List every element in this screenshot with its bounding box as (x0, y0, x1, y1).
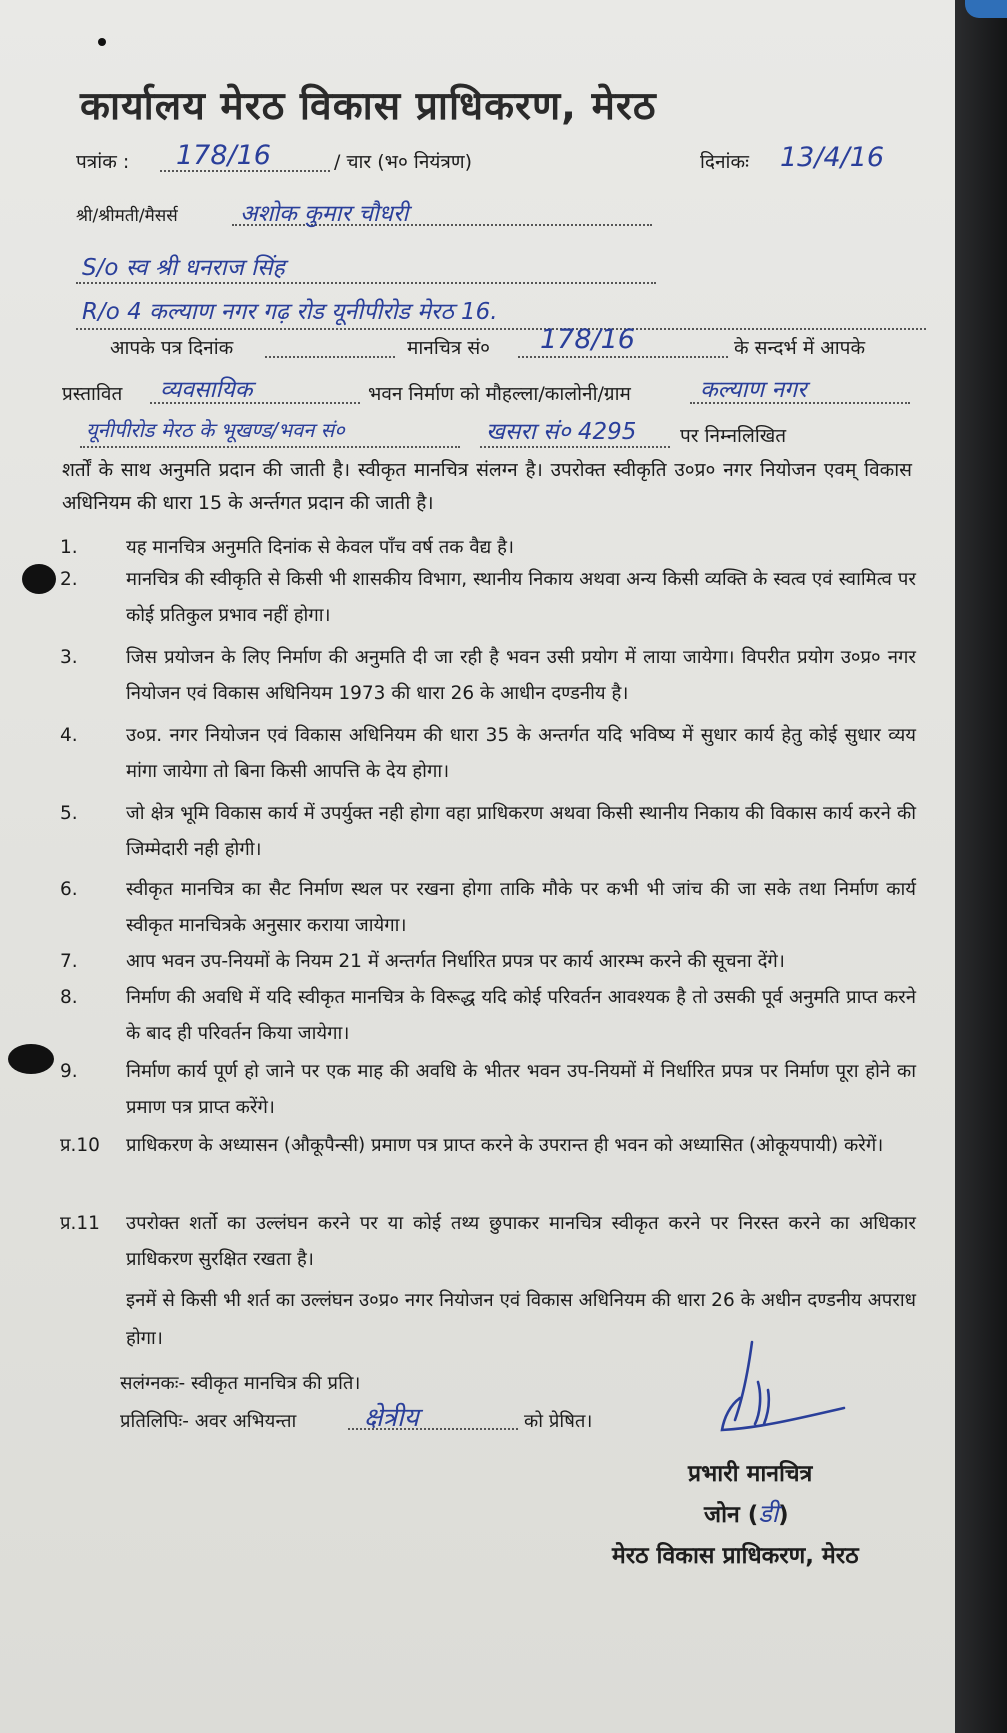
addressee-name: अशोक कुमार चौधरी (240, 201, 409, 227)
ink-speck (98, 38, 106, 46)
addressee-address: R/o 4 कल्याण नगर गढ़ रोड यूनीपीरोड मेरठ 16. (82, 299, 498, 325)
signatory-title: प्रभारी मानचित्र (688, 1461, 813, 1487)
addressee-label: श्री/श्रीमती/मैसर्स (76, 206, 178, 226)
signatory-zone: जोन (डी) (704, 1499, 789, 1528)
punch-hole-bottom (8, 1044, 54, 1074)
patrank-label: पत्रांक : (76, 151, 130, 173)
proposed-locality: कल्याण नगर (700, 377, 807, 403)
map-no-value: 178/16 (540, 324, 635, 355)
punch-hole-top (22, 564, 56, 594)
map-no-label: मानचित्र सं० (407, 337, 491, 359)
copy-suffix: को प्रेषित। (524, 1411, 593, 1432)
intro-paragraph: शर्तों के साथ अनुमति प्रदान की जाती है। स्वीकृत मानचित्र संलग्न है। उपरोक्त स्वीकृति उ०प्र० नगर नियोजन एवम् विकास अधिनियम की धारा 15 के अर्न्तगत प्रदान की जाती है। (62, 459, 912, 514)
letter-date-label: आपके पत्र दिनांक (110, 337, 234, 359)
office-title: कार्यालय मेरठ विकास प्राधिकरण, मेरठ (80, 84, 657, 129)
zone-value: डी (758, 1499, 779, 1528)
reference-context: के सन्दर्भ में आपके (734, 337, 866, 359)
proposed-type: व्यवसायिक (160, 377, 253, 403)
copy-value: क्षेत्रीय (364, 1403, 419, 1433)
addressee-so: S/o स्व श्री धनराज सिंह (82, 255, 285, 281)
date-label: दिनांकः (700, 151, 749, 173)
proposed-mid-text: भवन निर्माण को मौहल्ला/कालोनी/ग्राम (368, 383, 631, 405)
proposed-end-text: पर निम्नलिखित (680, 425, 787, 447)
copy-label: प्रतिलिपिः- अवर अभियन्ता (120, 1411, 297, 1432)
patrank-value: 178/16 (176, 140, 271, 171)
corner-badge (965, 0, 1007, 18)
patrank-suffix: / चार (भ० नियंत्रण) (334, 151, 473, 173)
proposed-plot: खसरा सं० 4295 (486, 419, 637, 445)
proposed-label: प्रस्तावित (62, 383, 123, 405)
closing-paragraph: इनमें से किसी भी शर्त का उल्लंघन उ०प्र० नगर नियोजन एवं विकास अधिनियम की धारा 26 के अधीन दण्डनीय अपराध होगा। (126, 1290, 916, 1349)
signatory-office: मेरठ विकास प्राधिकरण, मेरठ (612, 1543, 859, 1569)
background-edge (955, 0, 1007, 1733)
enclosure-line: सलंग्नकः- स्वीकृत मानचित्र की प्रति। (120, 1373, 361, 1394)
date-value: 13/4/16 (780, 142, 885, 173)
proposed-line2: यूनीपीरोड मेरठ के भूखण्ड/भवन सं० (86, 418, 345, 442)
document-page: कार्यालय मेरठ विकास प्राधिकरण, मेरठ पत्रांक : 178/16 / चार (भ० नियंत्रण) दिनांकः 13/4/16 श्री/श्रीमती/मैसर्स अशोक कुमार चौधरी S/o स्व श्री धनराज सिंह R/o 4 कल्याण नगर गढ़ रोड यूनीपीरोड मेरठ 16. आपके पत्र दिनांक मानचित्र सं० 178/16 के सन्दर्भ में आपके प्रस्तावित व्यवसायिक भवन निर्माण को मौहल्ला/कालोनी/ग्राम कल्याण नगर यूनीपीरोड मेरठ के भूखण्ड/भवन सं० खसरा सं० 4295 पर निम्नलिखित शर्तों के साथ अनुमति प्रदान की जाती है। स्वीकृत मानचित्र संलग्न है। उपरोक्त स्वीकृति उ०प्र० नगर नियोजन एवम् विकास अधिनियम की धारा 15 के अर्न्तगत प्रदान की जाती है। 1. यह मानचित्र अनुमति दिनांक से केवल पाँच वर्ष तक वैद्य है। 2. मानचित्र की स्वीकृति से किसी भी शासकीय विभाग, स्थानीय निकाय अथवा अन्य किसी व्यक्ति के स्वत्व एवं स्वामित्व पर कोई प्रतिकुल प्रभाव नहीं होगा। 3. जिस प्रयोजन के लिए निर्माण की अनुमति दी जा रही है भवन उसी प्रयोग में लाया जायेगा। विपरीत प्रयोग उ०प्र० नगर नियोजन एवं विकास अधिनियम 1973 की धारा 26 के आधीन दण्डनीय है। 4. उ०प्र. नगर नियोजन एवं विकास अधिनियम की धारा 35 के अन्तर्गत यदि भविष्य में सुधार कार्य हेतु कोई सुधार व्यय मांगा जायेगा तो बिना किसी आपत्ति के देय होगा। 5. जो क्षेत्र भूमि विकास कार्य में उपर्युक्त नही होगा वहा प्राधिकरण अथवा किसी स्थानीय निकाय की विकास कार्य करने की जिम्मेदारी नही होगी। 6. स्वीकृत मानचित्र का सैट निर्माण स्थल पर रखना होगा ताकि मौके पर कभी भी जांच की जा सके तथा निर्माण कार्य स्वीकृत मानचित्रके अनुसार कराया जायेगा। 7. आप भवन उप-नियमों के नियम 21 में अन्तर्गत निर्धारित प्रपत्र पर कार्य आरम्भ करने की सूचना देंगे। 8. निर्माण की अवधि में यदि स्वीकृत मानचित्र के विरूद्ध यदि कोई परिवर्तन आवश्यक है तो उसकी पूर्व अनुमति प्राप्त करने के बाद ही परिवर्तन किया जायेगा। 9. निर्माण कार्य पूर्ण हो जाने पर एक माह की अवधि के भीतर भवन उप-नियमों में निर्धारित प्रपत्र पर निर्माण पूरा होने का प्रमाण पत्र प्राप्त करेंगे। प्र.10 प्राधिकरण के अध्यासन (औकूपैन्सी) प्रमाण पत्र प्राप्त करने के उपरान्त ही भवन को अध्यासित (ओकूयपायी) करेगें। प्र.11 उपरोक्त शर्तो का उल्लंघन करने पर या कोई तथ्य छुपाकर मानचित्र स्वीकृत करने पर निरस्त करने का अधिकार प्राधिकरण सुरक्षित रखता है। इनमें से किसी भी शर्त का उल्लंघन उ०प्र० नगर नियोजन एवं विकास अधिनियम की धारा 26 के अधीन दण्डनीय अपराध होगा। सलंग्नकः- स्वीकृत मानचित्र की प्रति। प्रतिलिपिः- अवर अभियन्ता क्षेत्रीय को प्रेषित। प्रभारी मानचित्र जोन (डी) मेरठ विकास प्राधिकरण, मेरठ (0, 0, 960, 1733)
